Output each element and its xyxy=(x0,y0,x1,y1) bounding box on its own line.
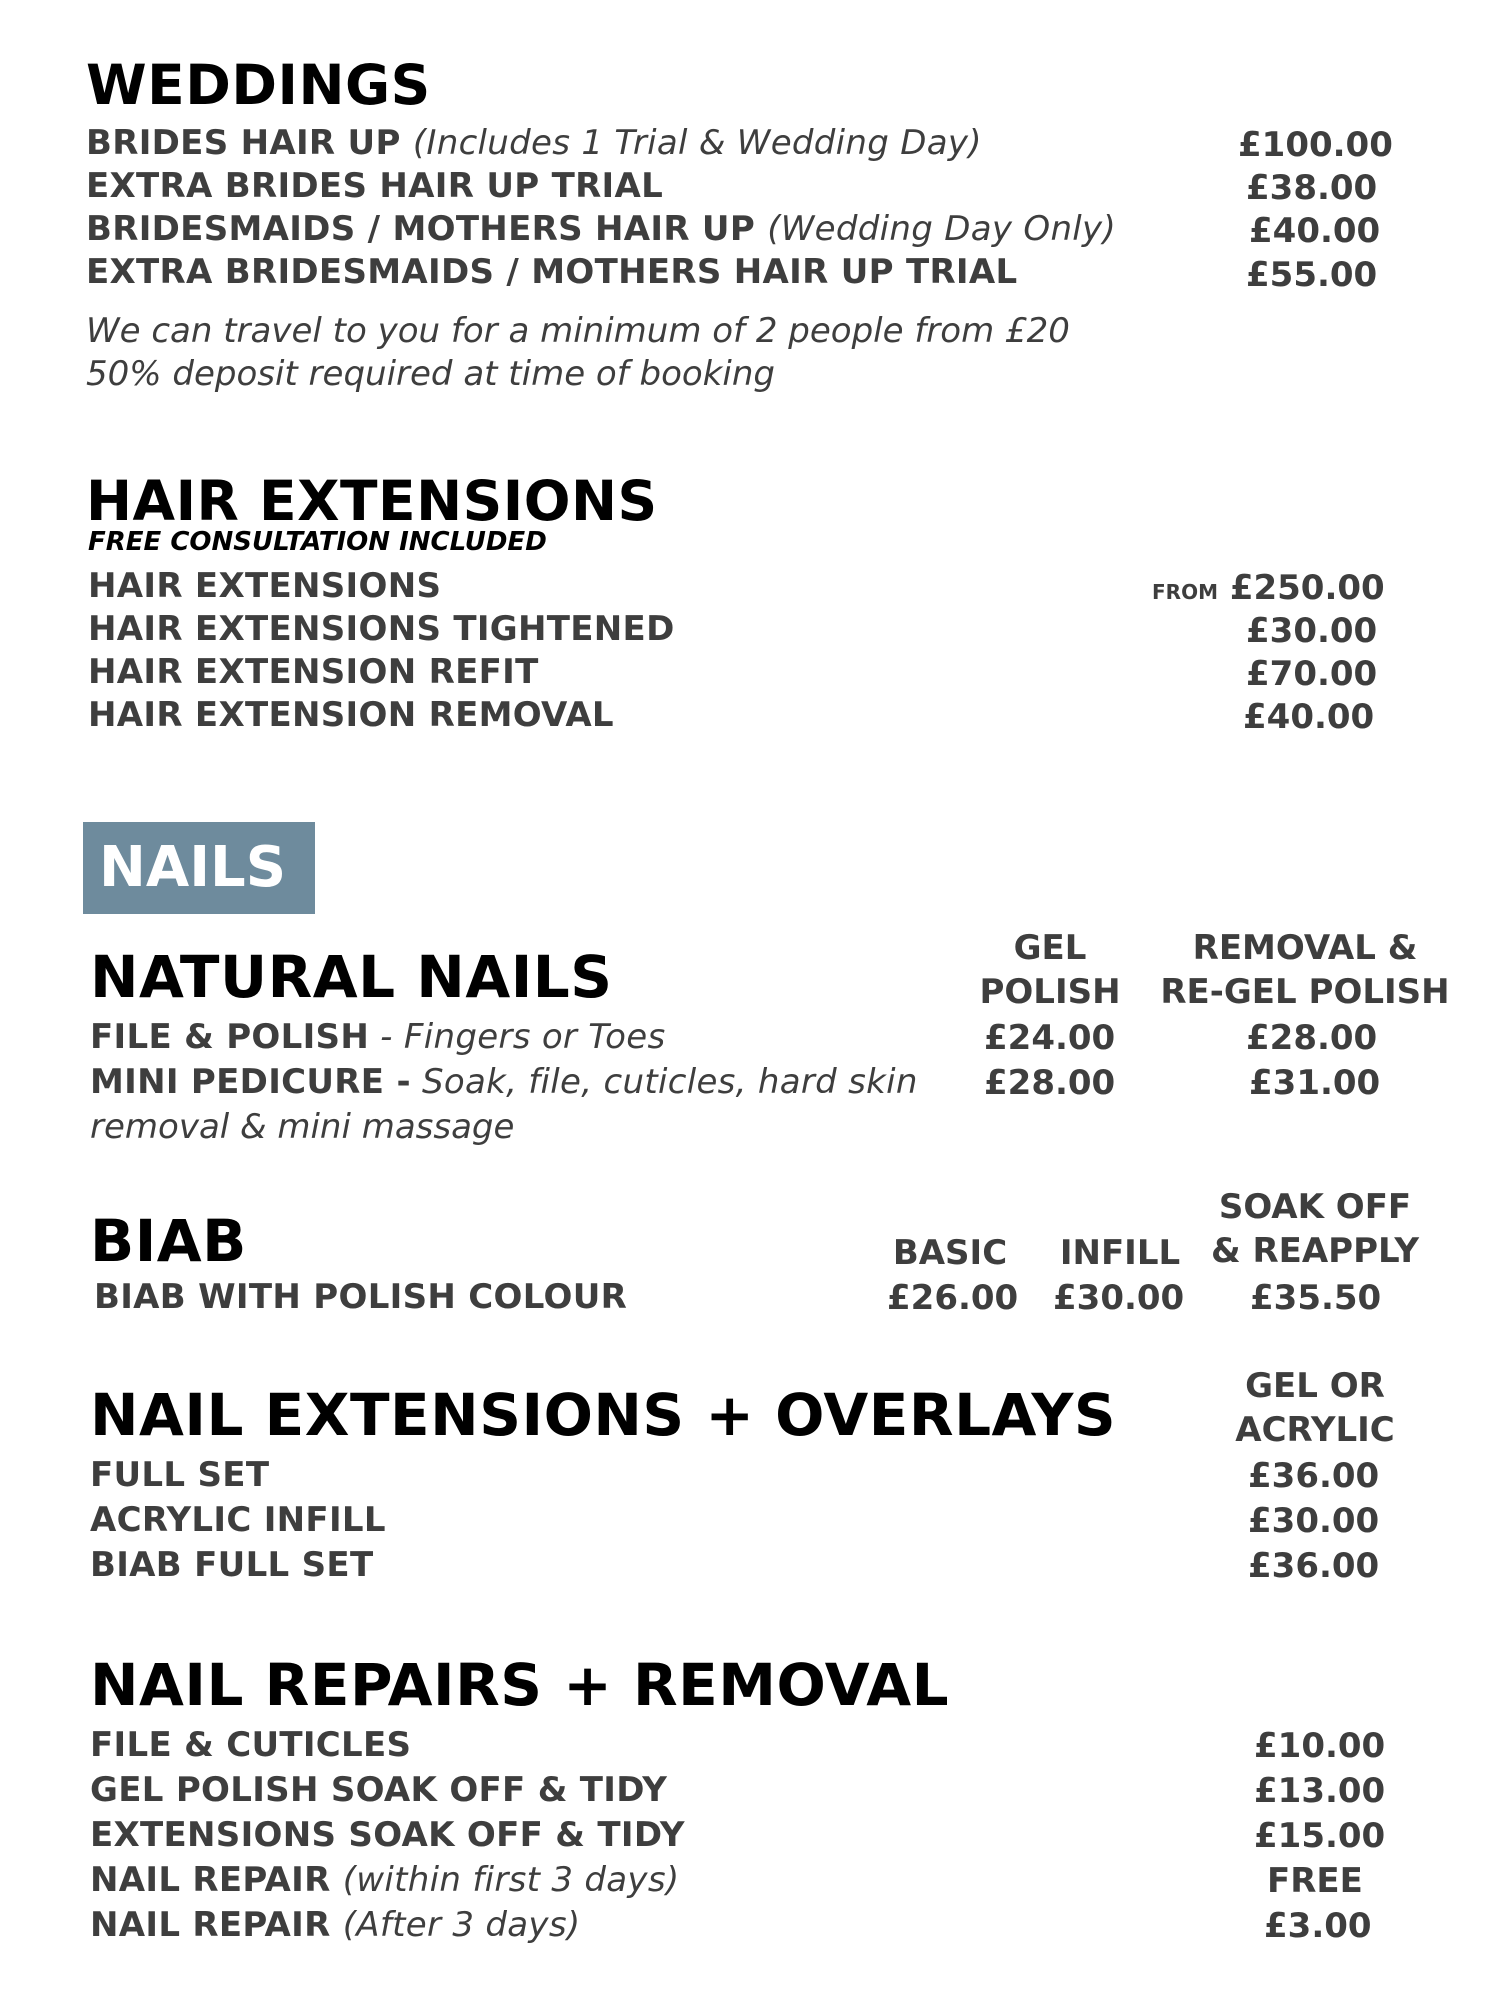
nail-repair-price: £15.00 xyxy=(1254,1816,1386,1856)
biab-soakoff-header: SOAK OFF & REAPPLY xyxy=(1210,1187,1420,1272)
biab-infill-header: INFILL xyxy=(1059,1233,1181,1273)
nail-repair-price: £13.00 xyxy=(1254,1771,1386,1811)
hair-ext-item: HAIR EXTENSIONS TIGHTENED xyxy=(88,609,675,649)
nail-repair-price: £3.00 xyxy=(1264,1906,1372,1946)
nail-repair-item: NAIL REPAIR (within first 3 days) xyxy=(90,1860,680,1900)
wedding-note: 50% deposit required at time of booking xyxy=(86,354,775,394)
natural-nails-item: MINI PEDICURE - Soak, file, cuticles, hard skin xyxy=(90,1062,918,1102)
biab-price: £35.50 xyxy=(1250,1278,1382,1318)
nail-ext-price: £36.00 xyxy=(1248,1456,1380,1496)
biab-basic-header: BASIC xyxy=(892,1233,1008,1273)
wedding-price: £55.00 xyxy=(1246,255,1378,295)
wedding-price: £100.00 xyxy=(1238,125,1393,165)
wedding-note: We can travel to you for a minimum of 2 people from £20 xyxy=(86,311,1070,351)
hair-ext-price: £30.00 xyxy=(1246,611,1378,651)
nail-repair-item: FILE & CUTICLES xyxy=(90,1725,412,1765)
gel-polish-header: GEL POLISH xyxy=(979,928,1121,1013)
natural-nails-price: £24.00 xyxy=(984,1018,1116,1058)
biab-item: BIAB WITH POLISH COLOUR xyxy=(94,1277,628,1317)
natural-nails-title: NATURAL NAILS xyxy=(90,943,613,1011)
nail-ext-item: BIAB FULL SET xyxy=(90,1545,374,1585)
natural-nails-item-note: removal & mini massage xyxy=(90,1107,515,1147)
nail-ext-item: ACRYLIC INFILL xyxy=(90,1500,386,1540)
wedding-item: BRIDES HAIR UP (Includes 1 Trial & Wedding Day) xyxy=(86,123,982,163)
nails-badge-label: NAILS xyxy=(99,835,287,900)
nail-ext-price: £30.00 xyxy=(1248,1501,1380,1541)
natural-nails-item: FILE & POLISH - Fingers or Toes xyxy=(90,1017,666,1057)
wedding-price: £40.00 xyxy=(1249,211,1381,251)
nail-repair-item: GEL POLISH SOAK OFF & TIDY xyxy=(90,1770,668,1810)
nail-extensions-title: NAIL EXTENSIONS + OVERLAYS xyxy=(90,1381,1117,1449)
biab-title: BIAB xyxy=(90,1207,247,1275)
hair-ext-price: £40.00 xyxy=(1243,697,1375,737)
nails-section-badge xyxy=(83,822,315,914)
gel-acrylic-header: GEL OR ACRYLIC xyxy=(1235,1366,1395,1451)
wedding-item: EXTRA BRIDES HAIR UP TRIAL xyxy=(86,166,664,206)
removal-regel-header: REMOVAL & RE-GEL POLISH xyxy=(1160,928,1450,1013)
wedding-price: £38.00 xyxy=(1246,168,1378,208)
nail-repair-item: NAIL REPAIR (After 3 days) xyxy=(90,1905,581,1945)
hair-extensions-title: HAIR EXTENSIONS xyxy=(86,469,658,533)
wedding-item: BRIDESMAIDS / MOTHERS HAIR UP (Wedding Day Only) xyxy=(86,209,1117,249)
hair-ext-price: FROM £250.00 xyxy=(1152,568,1385,608)
hair-ext-item: HAIR EXTENSION REMOVAL xyxy=(88,695,614,735)
nail-repair-item: EXTENSIONS SOAK OFF & TIDY xyxy=(90,1815,685,1855)
natural-nails-price: £28.00 xyxy=(984,1063,1116,1103)
nail-ext-item: FULL SET xyxy=(90,1455,270,1495)
nail-repairs-title: NAIL REPAIRS + REMOVAL xyxy=(90,1651,950,1719)
weddings-title: WEDDINGS xyxy=(86,53,431,117)
biab-price: £30.00 xyxy=(1053,1278,1185,1318)
natural-nails-price: £31.00 xyxy=(1249,1063,1381,1103)
hair-ext-price: £70.00 xyxy=(1246,654,1378,694)
wedding-item: EXTRA BRIDESMAIDS / MOTHERS HAIR UP TRIAL xyxy=(86,252,1018,292)
nail-repair-price: FREE xyxy=(1267,1861,1363,1901)
hair-ext-item: HAIR EXTENSIONS xyxy=(88,566,442,606)
natural-nails-price: £28.00 xyxy=(1246,1018,1378,1058)
nail-ext-price: £36.00 xyxy=(1248,1546,1380,1586)
biab-price: £26.00 xyxy=(887,1278,1019,1318)
hair-ext-item: HAIR EXTENSION REFIT xyxy=(88,652,539,692)
nail-repair-price: £10.00 xyxy=(1254,1726,1386,1766)
hair-extensions-subtitle: FREE CONSULTATION INCLUDED xyxy=(88,527,547,557)
